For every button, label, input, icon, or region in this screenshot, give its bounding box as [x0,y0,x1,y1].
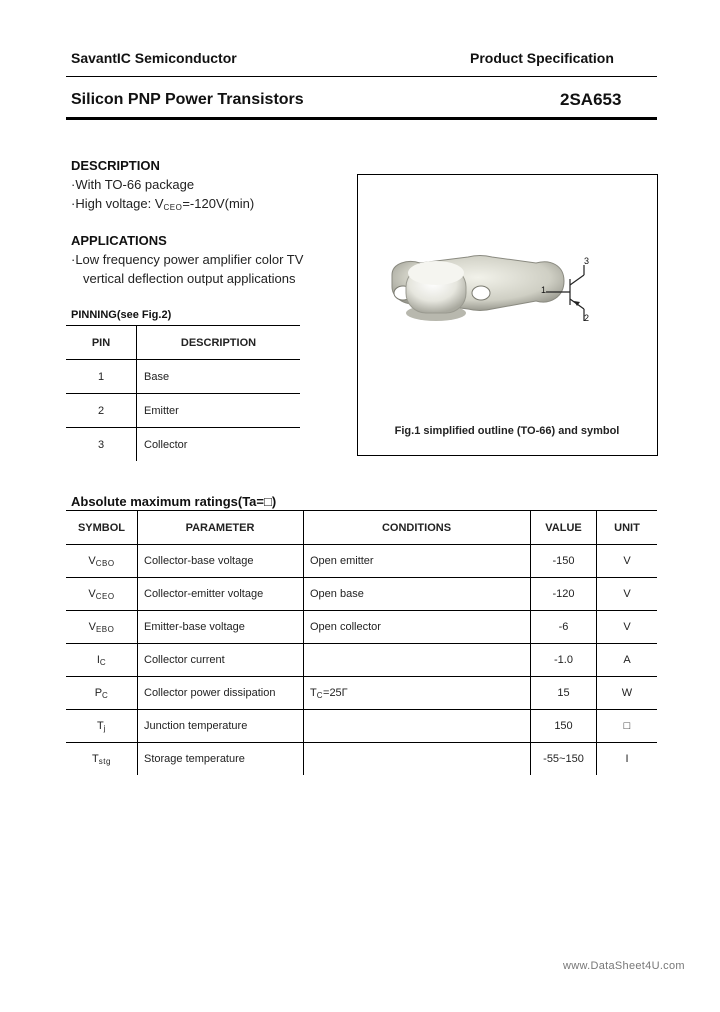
symbol-pin-3-label: 3 [584,256,590,266]
parameter-cell: Collector current [138,644,304,677]
col-unit: UNIT [597,511,658,545]
table-row [66,428,300,462]
col-pin: PIN [66,326,137,360]
table-header-row [66,511,657,545]
symbol-cell: $T_{stg}$ [66,743,138,776]
parameter-cell: Collector-base voltage [138,545,304,578]
symbol-pin-1-label: 1 [541,285,547,295]
pin-number: 2 [66,394,137,428]
unit-cell: I [625,753,629,765]
description-line-1: ·With TO-66 package [71,177,195,192]
symbol-cell: $I_C$ [66,644,138,677]
pinning-heading: PINNING(see Fig.2) [71,309,172,321]
figure-box [357,174,658,456]
table-header-row [66,326,300,360]
pin-description: Base [137,360,301,394]
symbol-pin-2-label: 2 [584,313,590,323]
col-symbol: SYMBOL [66,511,138,545]
col-description: DESCRIPTION [137,326,301,360]
pin-description: Collector [144,438,188,451]
value-cell: -150 [531,545,597,578]
table-row [66,710,657,743]
unit-cell: W [597,677,658,710]
table-row [66,578,657,611]
symbol-cell: $P_C$ [66,677,138,710]
value-cell: -6 [531,611,597,644]
conditions-cell [304,743,531,776]
col-parameter: PARAMETER [138,511,304,545]
col-value: VALUE [531,511,597,545]
symbol-cell: $V_{EBO}$ [66,611,138,644]
unit-cell: V [597,611,658,644]
table-row [66,743,657,776]
conditions-cell: Open base [304,578,531,611]
ratings-heading: Absolute maximum ratings(Ta=□) [71,494,277,509]
applications-line-1: ·Low frequency power amplifier color TV [71,252,304,267]
figure-caption: Fig.1 simplified outline (TO-66) and symbol [394,425,620,437]
table-row [66,360,300,394]
table-row [66,611,657,644]
symbol-cell: $T_j$ [66,710,138,743]
conditions-cell [304,644,531,677]
description-heading: DESCRIPTION [71,158,160,173]
part-number: 2SA653 [560,90,622,109]
unit-cell: V [597,578,658,611]
table-row [66,394,300,428]
document-type: Product Specification [470,50,614,66]
parameter-cell: Junction temperature [138,710,304,743]
pin-description: Emitter [137,394,301,428]
value-cell: 150 [531,710,597,743]
ratings-table [66,510,657,775]
value-cell: 15 [531,677,597,710]
header-divider [66,76,657,77]
table-row [66,677,657,710]
conditions-cell: $T_C=25\Gamma$ [304,677,531,710]
parameter-cell: Emitter-base voltage [138,611,304,644]
applications-line-2: vertical deflection output applications [83,271,296,286]
page-title: Silicon PNP Power Transistors [71,91,304,108]
parameter-cell: Collector-emitter voltage [138,578,304,611]
description-line-2: ·High voltage: $V_{CEO}=-120V(\min)$ [71,196,255,212]
unit-cell: V [597,545,658,578]
conditions-cell: Open collector [304,611,531,644]
value-cell: -55~150 [531,743,597,776]
value-cell: -1.0 [531,644,597,677]
unit-cell: A [597,644,658,677]
conditions-cell [304,710,531,743]
table-row [66,644,657,677]
company-name: SavantIC Semiconductor [71,50,237,66]
symbol-cell: $V_{CBO}$ [66,545,138,578]
to66-package-image [358,175,657,455]
pinning-table [66,325,300,461]
table-row [66,545,657,578]
value-cell: -120 [531,578,597,611]
title-divider [66,117,657,120]
symbol-cell: $V_{CEO}$ [66,578,138,611]
watermark-text: www.DataSheet4U.com [563,960,685,972]
col-conditions: CONDITIONS [304,511,531,545]
applications-heading: APPLICATIONS [71,233,167,248]
conditions-cell: Open emitter [304,545,531,578]
pin-number: 3 [66,428,137,462]
parameter-cell: Collector power dissipation [138,677,304,710]
parameter-cell: Storage temperature [138,743,304,776]
unit-cell: □ [597,710,658,743]
pin-number: 1 [66,360,137,394]
